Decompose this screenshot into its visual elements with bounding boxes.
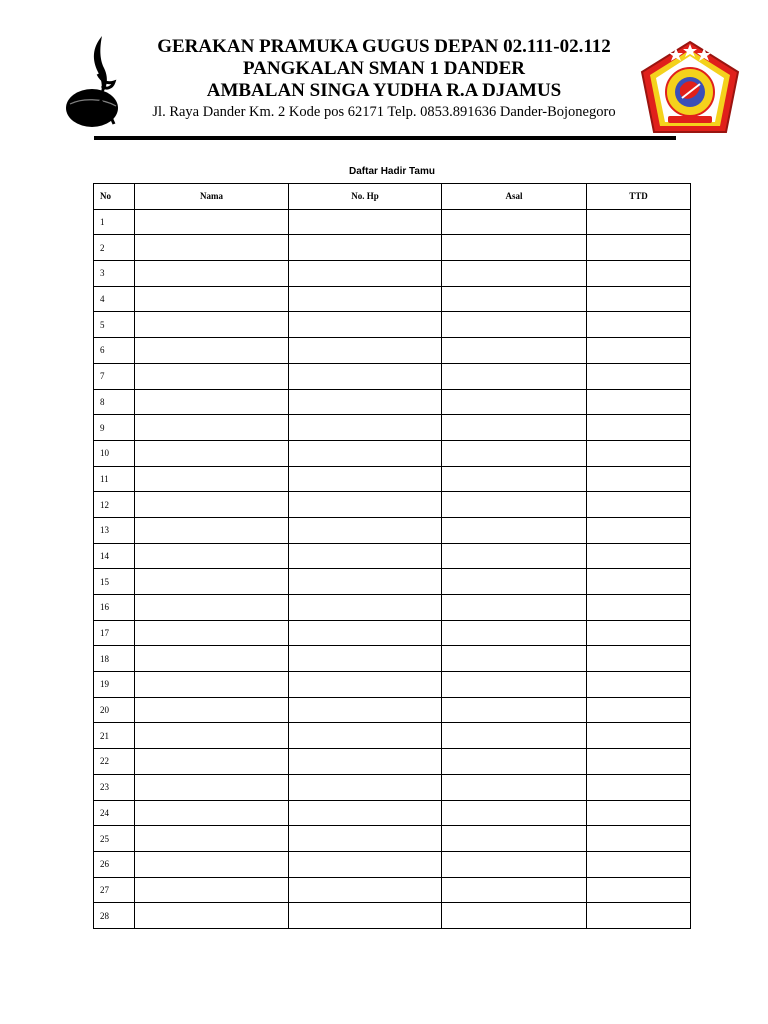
asal-cell[interactable] (442, 261, 587, 287)
asal-cell[interactable] (442, 774, 587, 800)
ttd-cell[interactable] (587, 389, 691, 415)
row-number: 4 (94, 286, 135, 312)
asal-cell[interactable] (442, 620, 587, 646)
ttd-cell[interactable] (587, 363, 691, 389)
nama-cell[interactable] (135, 543, 289, 569)
nama-cell[interactable] (135, 800, 289, 826)
row-number: 25 (94, 826, 135, 852)
asal-cell[interactable] (442, 209, 587, 235)
no-hp-cell[interactable] (289, 261, 442, 287)
asal-cell[interactable] (442, 877, 587, 903)
header-nama: Nama (135, 184, 289, 210)
table-row (94, 543, 691, 569)
ttd-cell[interactable] (587, 312, 691, 338)
row-number: 17 (94, 620, 135, 646)
table-row (94, 261, 691, 287)
asal-cell[interactable] (442, 415, 587, 441)
no-hp-cell[interactable] (289, 517, 442, 543)
nama-cell[interactable] (135, 620, 289, 646)
table-row (94, 903, 691, 929)
table-row (94, 389, 691, 415)
nama-cell[interactable] (135, 569, 289, 595)
row-number: 24 (94, 800, 135, 826)
tunas-kelapa-icon (62, 34, 130, 134)
nama-cell[interactable] (135, 261, 289, 287)
row-number: 28 (94, 903, 135, 929)
nama-cell[interactable] (135, 338, 289, 364)
no-hp-cell[interactable] (289, 672, 442, 698)
no-hp-cell[interactable] (289, 338, 442, 364)
row-number: 1 (94, 209, 135, 235)
no-hp-cell[interactable] (289, 903, 442, 929)
table-row (94, 569, 691, 595)
no-hp-cell[interactable] (289, 235, 442, 261)
table-row (94, 774, 691, 800)
asal-cell[interactable] (442, 312, 587, 338)
row-number: 27 (94, 877, 135, 903)
row-number: 15 (94, 569, 135, 595)
table-row (94, 672, 691, 698)
nama-cell[interactable] (135, 209, 289, 235)
nama-cell[interactable] (135, 466, 289, 492)
header-no-hp: No. Hp (289, 184, 442, 210)
row-number: 2 (94, 235, 135, 261)
row-number: 23 (94, 774, 135, 800)
table-row (94, 517, 691, 543)
row-number: 18 (94, 646, 135, 672)
nama-cell[interactable] (135, 312, 289, 338)
no-hp-cell[interactable] (289, 826, 442, 852)
row-number: 13 (94, 517, 135, 543)
table-row (94, 877, 691, 903)
row-number: 7 (94, 363, 135, 389)
no-hp-cell[interactable] (289, 697, 442, 723)
no-hp-cell[interactable] (289, 286, 442, 312)
ttd-cell[interactable] (587, 697, 691, 723)
address: Jl. Raya Dander Km. 2 Kode pos 62171 Telp. 0853.891636 Dander-Bojonegoro (152, 104, 616, 120)
table-row (94, 749, 691, 775)
ttd-cell[interactable] (587, 774, 691, 800)
nama-cell[interactable] (135, 595, 289, 621)
row-number: 19 (94, 672, 135, 698)
table-row (94, 851, 691, 877)
ttd-cell[interactable] (587, 620, 691, 646)
nama-cell[interactable] (135, 672, 289, 698)
row-number: 3 (94, 261, 135, 287)
no-hp-cell[interactable] (289, 877, 442, 903)
base-name: PANGKALAN SMAN 1 DANDER (242, 58, 525, 79)
row-number: 16 (94, 595, 135, 621)
table-row (94, 338, 691, 364)
header-divider (94, 136, 676, 140)
no-hp-cell[interactable] (289, 415, 442, 441)
asal-cell[interactable] (442, 851, 587, 877)
row-number: 12 (94, 492, 135, 518)
no-hp-cell[interactable] (289, 466, 442, 492)
ttd-cell[interactable] (587, 672, 691, 698)
table-row (94, 800, 691, 826)
asal-cell[interactable] (442, 672, 587, 698)
asal-cell[interactable] (442, 492, 587, 518)
nama-cell[interactable] (135, 697, 289, 723)
nama-cell[interactable] (135, 749, 289, 775)
asal-cell[interactable] (442, 466, 587, 492)
asal-cell[interactable] (442, 800, 587, 826)
nama-cell[interactable] (135, 492, 289, 518)
ttd-cell[interactable] (587, 877, 691, 903)
ttd-cell[interactable] (587, 595, 691, 621)
no-hp-cell[interactable] (289, 389, 442, 415)
ttd-cell[interactable] (587, 800, 691, 826)
row-number: 5 (94, 312, 135, 338)
table-row (94, 312, 691, 338)
asal-cell[interactable] (442, 697, 587, 723)
ttd-cell[interactable] (587, 338, 691, 364)
ttd-cell[interactable] (587, 646, 691, 672)
ttd-cell[interactable] (587, 517, 691, 543)
row-number: 9 (94, 415, 135, 441)
no-hp-cell[interactable] (289, 595, 442, 621)
nama-cell[interactable] (135, 646, 289, 672)
asal-cell[interactable] (442, 569, 587, 595)
table-row (94, 235, 691, 261)
no-hp-cell[interactable] (289, 723, 442, 749)
row-number: 8 (94, 389, 135, 415)
asal-cell[interactable] (442, 723, 587, 749)
row-number: 10 (94, 440, 135, 466)
table-row (94, 620, 691, 646)
table-row (94, 646, 691, 672)
nama-cell[interactable] (135, 826, 289, 852)
asal-cell[interactable] (442, 440, 587, 466)
no-hp-cell[interactable] (289, 363, 442, 389)
ttd-cell[interactable] (587, 286, 691, 312)
no-hp-cell[interactable] (289, 620, 442, 646)
nama-cell[interactable] (135, 235, 289, 261)
no-hp-cell[interactable] (289, 543, 442, 569)
asal-cell[interactable] (442, 543, 587, 569)
no-hp-cell[interactable] (289, 492, 442, 518)
row-number: 21 (94, 723, 135, 749)
asal-cell[interactable] (442, 338, 587, 364)
ttd-cell[interactable] (587, 492, 691, 518)
asal-cell[interactable] (442, 903, 587, 929)
organization-name: GERAKAN PRAMUKA GUGUS DEPAN 02.111-02.112 (157, 36, 611, 57)
table-row (94, 466, 691, 492)
asal-cell[interactable] (442, 826, 587, 852)
table-row (94, 595, 691, 621)
ttd-cell[interactable] (587, 826, 691, 852)
row-number: 14 (94, 543, 135, 569)
table-row (94, 363, 691, 389)
asal-cell[interactable] (442, 749, 587, 775)
nama-cell[interactable] (135, 774, 289, 800)
ttd-cell[interactable] (587, 903, 691, 929)
row-number: 22 (94, 749, 135, 775)
ttd-cell[interactable] (587, 851, 691, 877)
header-asal: Asal (442, 184, 587, 210)
nama-cell[interactable] (135, 877, 289, 903)
nama-cell[interactable] (135, 903, 289, 929)
table-body (94, 209, 691, 928)
no-hp-cell[interactable] (289, 440, 442, 466)
table-row (94, 723, 691, 749)
ttd-cell[interactable] (587, 440, 691, 466)
no-hp-cell[interactable] (289, 569, 442, 595)
nama-cell[interactable] (135, 389, 289, 415)
guest-attendance-table (93, 183, 691, 929)
row-number: 26 (94, 851, 135, 877)
table-title: Daftar Hadir Tamu (349, 166, 435, 177)
header-no: No (94, 184, 135, 210)
no-hp-cell[interactable] (289, 209, 442, 235)
no-hp-cell[interactable] (289, 646, 442, 672)
ambalan-name: AMBALAN SINGA YUDHA R.A DJAMUS (206, 80, 562, 101)
no-hp-cell[interactable] (289, 851, 442, 877)
nama-cell[interactable] (135, 440, 289, 466)
nama-cell[interactable] (135, 723, 289, 749)
ttd-cell[interactable] (587, 415, 691, 441)
ttd-cell[interactable] (587, 209, 691, 235)
row-number: 11 (94, 466, 135, 492)
ambalan-emblem-icon (638, 38, 742, 138)
table-row (94, 286, 691, 312)
no-hp-cell[interactable] (289, 800, 442, 826)
table-row (94, 440, 691, 466)
nama-cell[interactable] (135, 517, 289, 543)
asal-cell[interactable] (442, 517, 587, 543)
ttd-cell[interactable] (587, 723, 691, 749)
asal-cell[interactable] (442, 389, 587, 415)
table-row (94, 697, 691, 723)
ttd-cell[interactable] (587, 261, 691, 287)
ttd-cell[interactable] (587, 466, 691, 492)
ttd-cell[interactable] (587, 569, 691, 595)
header-ttd: TTD (587, 184, 691, 210)
row-number: 6 (94, 338, 135, 364)
letterhead (128, 36, 640, 122)
table-row (94, 209, 691, 235)
ttd-cell[interactable] (587, 749, 691, 775)
asal-cell[interactable] (442, 363, 587, 389)
table-row (94, 826, 691, 852)
table-row (94, 492, 691, 518)
table-row (94, 415, 691, 441)
asal-cell[interactable] (442, 595, 587, 621)
asal-cell[interactable] (442, 646, 587, 672)
ttd-cell[interactable] (587, 235, 691, 261)
ttd-cell[interactable] (587, 543, 691, 569)
nama-cell[interactable] (135, 415, 289, 441)
nama-cell[interactable] (135, 286, 289, 312)
asal-cell[interactable] (442, 286, 587, 312)
nama-cell[interactable] (135, 363, 289, 389)
asal-cell[interactable] (442, 235, 587, 261)
no-hp-cell[interactable] (289, 774, 442, 800)
no-hp-cell[interactable] (289, 312, 442, 338)
no-hp-cell[interactable] (289, 749, 442, 775)
row-number: 20 (94, 697, 135, 723)
table-header-row (94, 184, 691, 210)
nama-cell[interactable] (135, 851, 289, 877)
